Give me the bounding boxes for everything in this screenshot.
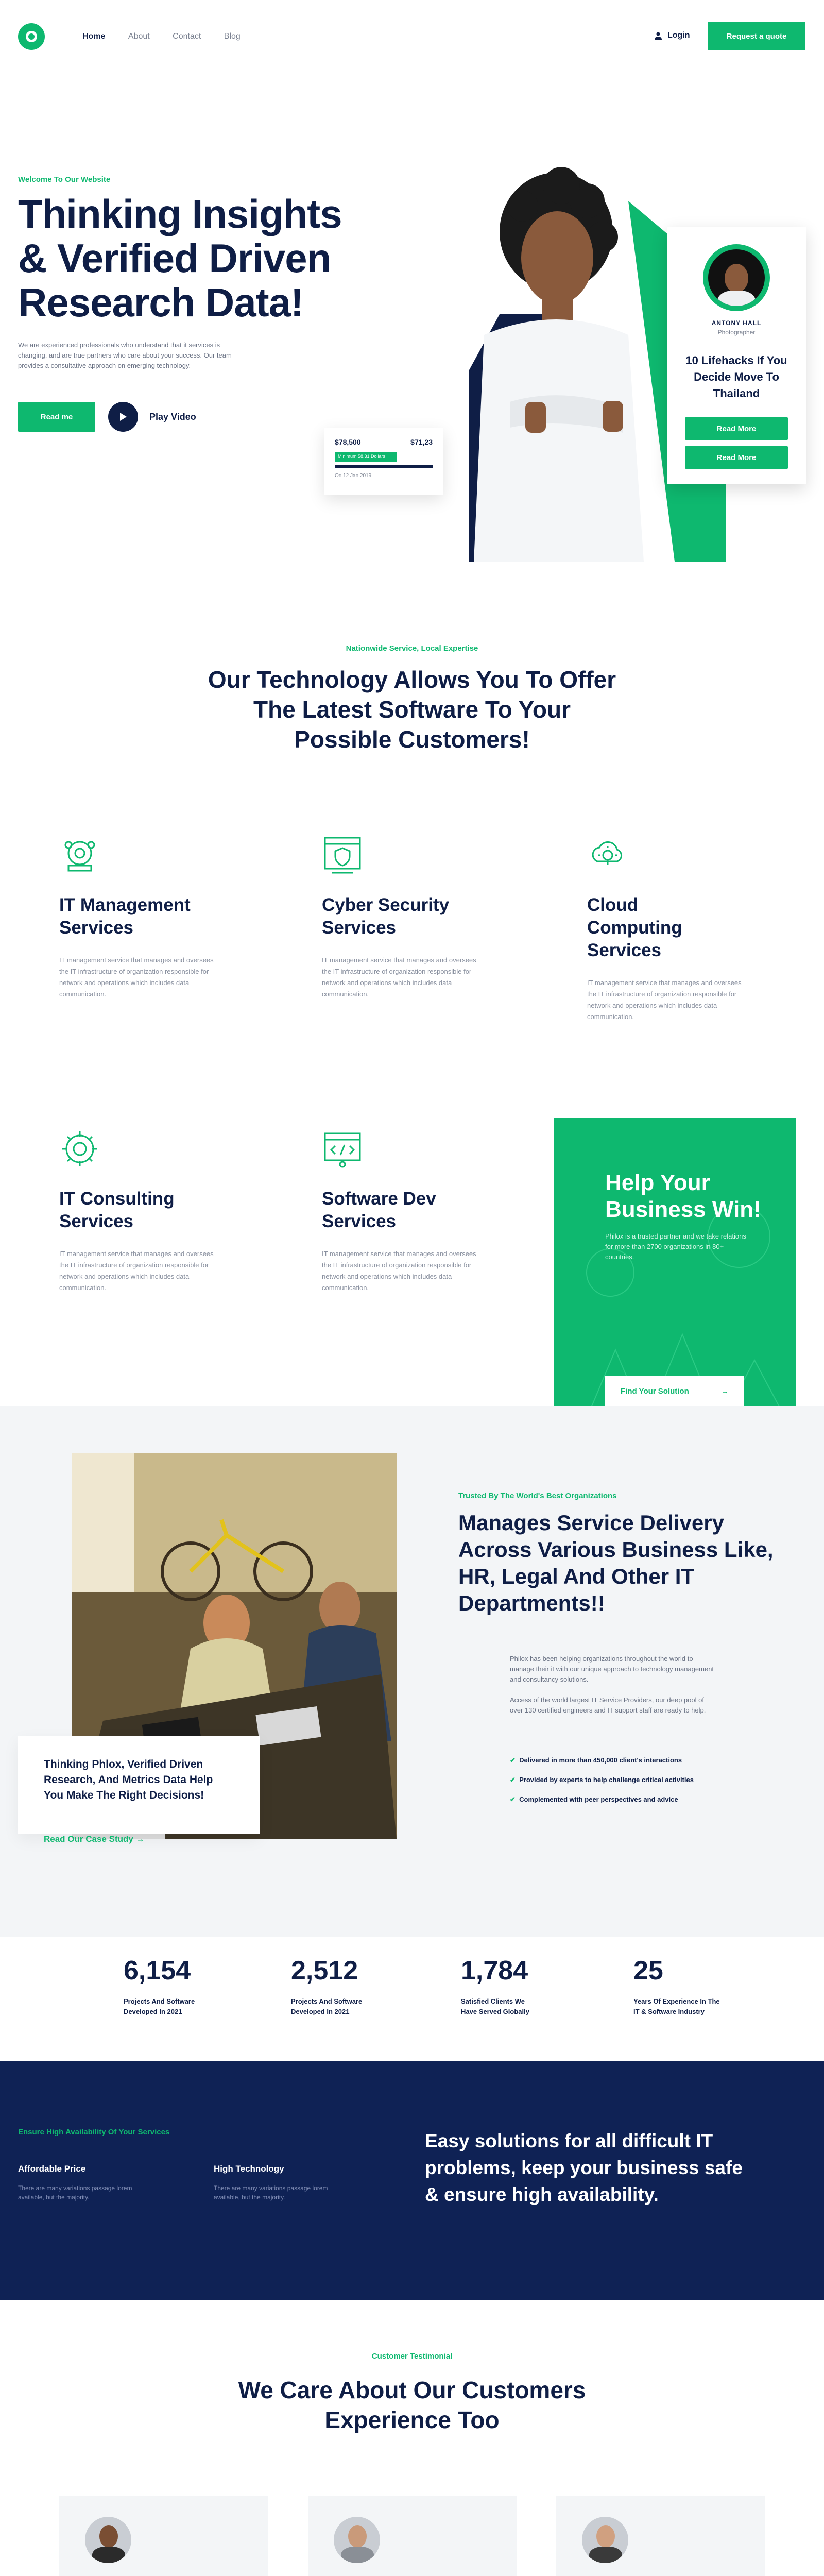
availability-section — [0, 2061, 824, 2300]
play-icon — [108, 402, 138, 432]
services-title-line: Our Technology Allows You To Offer — [208, 666, 616, 693]
find-solution-button[interactable] — [605, 1376, 744, 1406]
service-card-software-dev[interactable] — [322, 1128, 476, 1294]
testimonials-section — [0, 2300, 824, 2576]
stat-number: 6,154 — [124, 1956, 191, 1986]
stat-card-value-b: $71,23 — [410, 438, 433, 446]
avatar — [334, 2517, 380, 2563]
avatar — [703, 244, 770, 311]
stat-label: Developed In 2021 — [124, 2008, 182, 2015]
service-title-line: Cloud — [587, 895, 639, 915]
hero-section — [0, 72, 824, 567]
profile-read-more-button[interactable]: Read More — [685, 417, 788, 440]
stat-item — [461, 1955, 529, 2017]
check-icon: ✔ — [510, 1756, 516, 1764]
about-title — [458, 1510, 774, 1617]
user-icon — [654, 31, 662, 40]
stat-number: 2,512 — [291, 1956, 358, 1986]
case-study-line: Thinking Phlox, Verified Driven — [44, 1758, 203, 1770]
feature-description: There are many variations passage lorem available, but the majority. — [18, 2184, 132, 2201]
stat-card — [324, 428, 443, 495]
service-title-line: Cyber Security — [322, 895, 450, 915]
it-consulting-icon — [59, 1128, 100, 1170]
stat-label: Projects And Software — [291, 1997, 363, 2005]
avatar — [85, 2517, 131, 2563]
hero-read-button[interactable]: Read me — [18, 402, 95, 432]
services-title-line: The Latest Software To Your — [253, 696, 571, 723]
login-label: Login — [667, 31, 690, 40]
logo-icon[interactable] — [18, 23, 45, 50]
checklist-item — [510, 1770, 694, 1790]
site-header — [0, 0, 824, 72]
service-card-it-consulting[interactable] — [59, 1128, 214, 1294]
service-card-cyber-security[interactable] — [322, 835, 476, 1000]
about-paragraph-1: Philox has been helping organizations throughout the world to manage their it with our unique approach to technology management and consultancy solutions. — [510, 1655, 714, 1683]
checklist-text: Provided by experts to help challenge critical activities — [519, 1776, 694, 1784]
service-description: IT management service that manages and oversees the IT infrastructure of organization responsible for network and operations which includes data communication. — [322, 956, 476, 998]
feature-technology — [214, 2164, 348, 2202]
testimonials-title — [0, 2375, 824, 2435]
service-description: IT management service that manages and oversees the IT infrastructure of organization responsible for network and operations which includes data communication. — [59, 1250, 214, 1292]
it-management-icon — [59, 835, 100, 876]
hero-title — [18, 192, 404, 325]
service-title-line: Services — [59, 918, 134, 938]
nav-about[interactable]: About — [128, 32, 150, 41]
service-title — [59, 894, 214, 939]
case-study-card — [18, 1736, 260, 1834]
availability-title-line: Easy solutions for all difficult IT — [425, 2130, 713, 2151]
service-card-it-management[interactable] — [59, 835, 214, 1000]
stat-number: 1,784 — [461, 1956, 528, 1986]
case-study-line: Research, And Metrics Data Help — [44, 1774, 213, 1786]
stats-section — [0, 1937, 824, 2061]
hero-title-line: & Verified Driven — [18, 235, 331, 281]
nav-blog[interactable]: Blog — [224, 32, 241, 41]
service-description: IT management service that manages and oversees the IT infrastructure of organization responsible for network and operations which includes data communication. — [322, 1250, 476, 1292]
profile-name: ANTONY HALL — [711, 319, 762, 327]
testimonial-card — [59, 2496, 268, 2576]
nav-contact[interactable]: Contact — [173, 32, 201, 41]
availability-title-line: & ensure high availability. — [425, 2184, 659, 2205]
testimonial-card — [556, 2496, 765, 2576]
help-title-line: Help Your — [605, 1170, 710, 1195]
service-description: IT management service that manages and oversees the IT infrastructure of organization responsible for network and operations which includes data communication. — [59, 956, 214, 998]
help-title-line: Business Win! — [605, 1197, 761, 1222]
feature-title: High Technology — [214, 2164, 284, 2174]
stat-label: Projects And Software — [124, 1997, 195, 2005]
login-link[interactable] — [654, 31, 690, 40]
stat-label: Developed In 2021 — [291, 2008, 350, 2015]
about-title-line: Across Various Business Like, — [458, 1537, 774, 1562]
cloud-computing-icon — [587, 835, 628, 876]
case-study-line: You Make The Right Decisions! — [44, 1789, 204, 1801]
case-study-text — [44, 1757, 234, 1803]
stat-number: 25 — [633, 1956, 663, 1986]
find-solution-label: Find Your Solution — [621, 1386, 689, 1396]
stat-card-date: On 12 Jan 2019 — [335, 473, 372, 479]
service-title-line: Services — [322, 918, 397, 938]
about-checklist — [510, 1751, 694, 1809]
about-paragraph-2: Access of the world largest IT Service Providers, our deep pool of over 130 certified engineers and IT support staff are ready to help. — [510, 1696, 706, 1714]
check-icon: ✔ — [510, 1776, 516, 1784]
software-dev-icon — [322, 1128, 363, 1170]
stat-card-bar — [335, 465, 433, 468]
availability-eyebrow: Ensure High Availability Of Your Services — [18, 2128, 170, 2137]
arrow-right-icon: → — [721, 1386, 729, 1396]
testimonials-title-line: We Care About Our Customers — [238, 2377, 586, 2403]
case-study-link[interactable] — [44, 1834, 145, 1844]
checklist-item — [510, 1751, 694, 1770]
nav-home[interactable]: Home — [82, 32, 106, 41]
stat-label: Have Served Globally — [461, 2008, 529, 2015]
service-card-cloud-computing[interactable] — [587, 835, 742, 1023]
help-business-card — [554, 1118, 796, 1448]
service-title-line: IT Management — [59, 895, 191, 915]
feature-title: Affordable Price — [18, 2164, 86, 2174]
services-eyebrow: Nationwide Service, Local Expertise — [346, 644, 478, 653]
about-eyebrow: Trusted By The World's Best Organizations — [458, 1492, 617, 1500]
stat-label: IT & Software Industry — [633, 2008, 705, 2015]
service-title-line: Services — [587, 940, 662, 960]
checklist-text: Delivered in more than 450,000 client's interactions — [519, 1756, 682, 1764]
about-title-line: Departments!! — [458, 1591, 605, 1615]
service-title-line: Services — [322, 1211, 397, 1231]
service-title — [322, 1188, 476, 1233]
hero-description: We are experienced professionals who understand that it services is changing, and are true partners who care about your success. Our team provides a consultative approach on emerging technology. — [18, 341, 232, 369]
help-description: Philox is a trusted partner and we take relations for more than 2700 organizations in 80+ countries. — [605, 1232, 746, 1261]
case-study-link-label: Read Our Case Study — [44, 1834, 133, 1844]
stat-item — [124, 1955, 195, 2017]
services-title-line: Possible Customers! — [294, 726, 530, 753]
testimonials-title-line: Experience Too — [324, 2406, 500, 2433]
about-title-line: HR, Legal And Other IT — [458, 1564, 695, 1588]
profile-text: 10 Lifehacks If You Decide Move To Thailand — [685, 354, 787, 400]
about-title-line: Manages Service Delivery — [458, 1511, 724, 1535]
hero-eyebrow: Welcome To Our Website — [18, 175, 111, 184]
stat-card-value-a: $78,500 — [335, 438, 361, 446]
testimonials-eyebrow: Customer Testimonial — [371, 2352, 453, 2361]
availability-title-line: problems, keep your business safe — [425, 2157, 743, 2178]
play-video-label: Play Video — [149, 411, 196, 422]
hero-title-line: Thinking Insights — [18, 191, 342, 236]
service-title-line: Computing — [587, 918, 682, 938]
services-section — [0, 567, 824, 1412]
cyber-security-icon — [322, 835, 363, 876]
service-title-line: Services — [59, 1211, 134, 1231]
profile-card — [667, 227, 806, 484]
services-title — [0, 665, 824, 754]
feature-description: There are many variations passage lorem available, but the majority. — [214, 2184, 328, 2201]
profile-role: Photographer — [717, 329, 756, 336]
service-description: IT management service that manages and oversees the IT infrastructure of organization responsible for network and operations which includes data communication. — [587, 979, 742, 1021]
service-title — [587, 894, 742, 962]
help-title — [605, 1170, 761, 1223]
check-icon: ✔ — [510, 1795, 516, 1803]
stat-card-tag: Minimum 58.31 Dollars — [335, 452, 397, 462]
hero-title-line: Research Data! — [18, 280, 303, 325]
main-nav — [82, 32, 261, 41]
arrow-right-icon: → — [135, 1834, 145, 1844]
about-section — [0, 1406, 824, 1937]
service-title-line: Software Dev — [322, 1189, 436, 1209]
request-quote-button[interactable]: Request a quote — [708, 22, 805, 50]
checklist-text: Complemented with peer perspectives and advice — [519, 1795, 678, 1803]
profile-read-more-button-2[interactable]: Read More — [685, 446, 788, 469]
stat-label: Satisfied Clients We — [461, 1997, 525, 2005]
service-title-line: IT Consulting — [59, 1189, 175, 1209]
testimonial-card — [308, 2496, 517, 2576]
stat-item — [633, 1955, 720, 2017]
feature-affordable — [18, 2164, 152, 2202]
availability-title — [425, 2128, 743, 2208]
avatar — [582, 2517, 628, 2563]
play-video-button[interactable] — [108, 402, 196, 432]
checklist-item — [510, 1790, 694, 1809]
service-title — [59, 1188, 214, 1233]
stat-label: Years Of Experience In The — [633, 1997, 720, 2005]
service-title — [322, 894, 476, 939]
stat-item — [291, 1955, 362, 2017]
